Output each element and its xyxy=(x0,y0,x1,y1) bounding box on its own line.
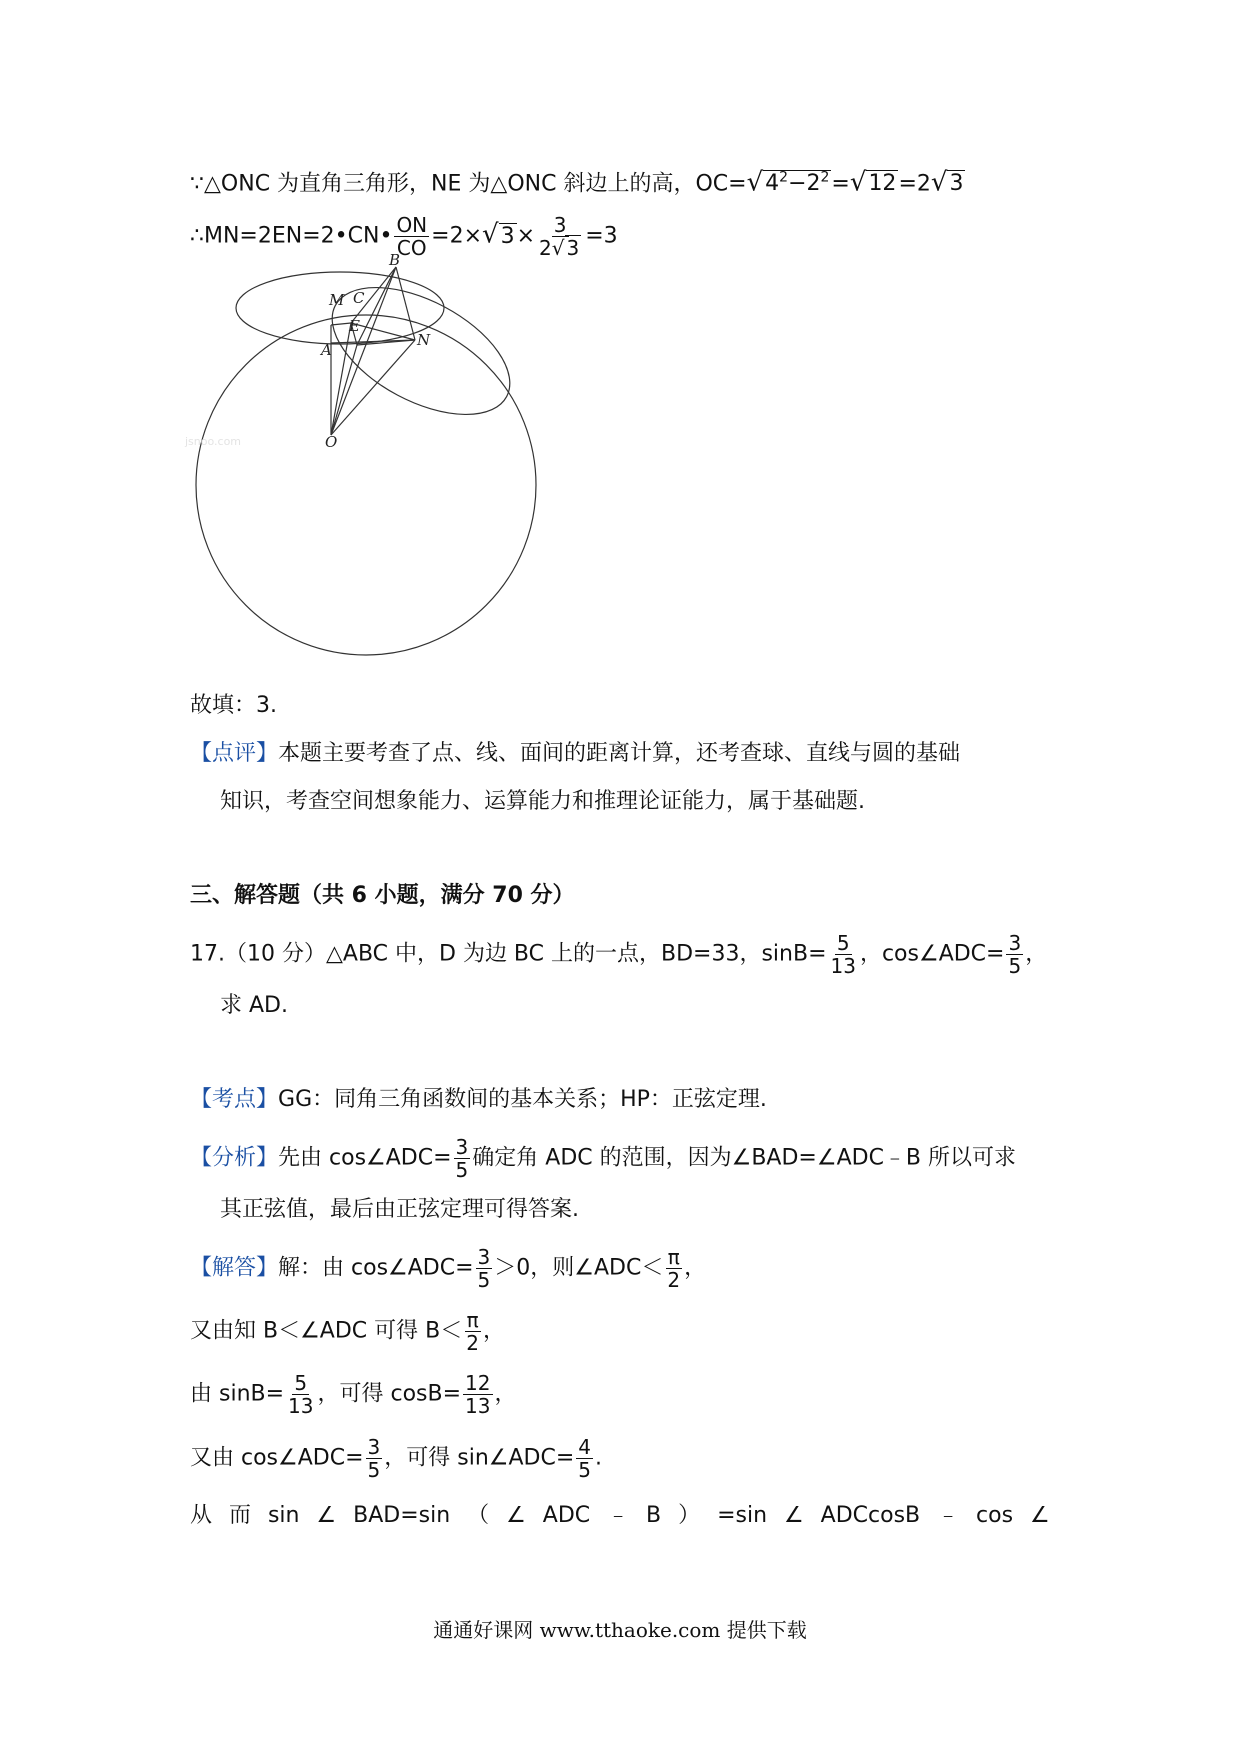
section-heading: 三、解答题（共 6 小题，满分 70 分） xyxy=(190,883,575,908)
step5-part: ） xyxy=(678,1503,701,1528)
text: 先由 cos∠ADC= xyxy=(278,1145,452,1171)
step-3 xyxy=(190,1372,517,1417)
text: ， xyxy=(1025,941,1048,967)
numerator: 4 xyxy=(578,1435,592,1459)
step5-part: ADC xyxy=(542,1503,591,1528)
radicand xyxy=(763,170,831,196)
text: =2× xyxy=(431,223,483,249)
step-4 xyxy=(190,1436,602,1481)
step5-part: cos xyxy=(976,1503,1014,1528)
step5-part: ∠ xyxy=(316,1503,337,1528)
sqrt-symbol: √ xyxy=(930,167,948,198)
fenxi-tag: 【分析】 xyxy=(190,1145,279,1171)
denominator: 13 xyxy=(465,1394,491,1418)
label-c: C xyxy=(353,289,365,307)
line-onc-right-triangle xyxy=(190,162,965,200)
comment-line-1 xyxy=(190,738,960,770)
numerator: π xyxy=(667,1245,680,1269)
fraction xyxy=(286,1372,315,1417)
label-e: E xyxy=(349,317,360,335)
denominator-coef: 2 xyxy=(539,236,552,260)
denominator: 5 xyxy=(578,1458,592,1482)
fraction xyxy=(454,1136,471,1181)
radicand-base: 4 xyxy=(765,171,780,197)
fraction xyxy=(463,1372,492,1417)
step5-part: sin xyxy=(267,1503,300,1528)
text: ， xyxy=(684,1255,707,1281)
denominator: 2 xyxy=(466,1331,479,1355)
fraction xyxy=(537,214,583,259)
step5-part: ADCcosB xyxy=(820,1503,921,1528)
denominator: 5 xyxy=(477,1268,491,1292)
comment-text: 本题主要考查了点、线、面间的距离计算，还考查球、直线与圆的基础 xyxy=(278,741,961,766)
text: ＞0，则∠ADC＜ xyxy=(494,1255,664,1281)
step5-part: ∠ xyxy=(1030,1503,1050,1528)
text: ∵△ONC 为直角三角形，NE 为△ONC 斜边上的高，OC= xyxy=(190,171,747,197)
text: =2 xyxy=(898,171,931,197)
label-b: B xyxy=(389,251,401,269)
radicand: 12 xyxy=(868,171,897,197)
fenxi xyxy=(190,1136,1016,1181)
numerator: 3 xyxy=(1008,931,1022,955)
denominator: 5 xyxy=(367,1458,381,1482)
line-mn-computation xyxy=(190,214,618,259)
step5-part: BAD=sin xyxy=(353,1503,451,1528)
label-n: N xyxy=(417,331,431,349)
numerator: 5 xyxy=(836,931,850,955)
sqrt-symbol: √ xyxy=(746,167,764,198)
radicand-minus: −2 xyxy=(788,171,821,197)
fraction xyxy=(464,1309,481,1354)
small-circle-tilted xyxy=(312,261,530,440)
sphere-geometry-figure xyxy=(185,251,575,675)
fenxi-line-2: 其正弦值，最后由正弦定理可得答案. xyxy=(220,1197,579,1222)
text: 又由 cos∠ADC= xyxy=(190,1445,364,1471)
fraction xyxy=(476,1246,493,1291)
exponent: 2 xyxy=(779,170,789,186)
comment-line-2: 知识，考查空间想象能力、运算能力和推理论证能力，属于基础题. xyxy=(220,789,865,814)
text: 确定角 ADC 的范围，因为∠BAD=∠ADC﹣B 所以可求 xyxy=(472,1145,1017,1171)
sqrt-symbol: √ xyxy=(849,167,867,198)
text: =3 xyxy=(585,223,618,249)
step5-part: ∠ xyxy=(783,1503,804,1528)
text: ， xyxy=(494,1381,517,1407)
numerator: 12 xyxy=(465,1371,491,1395)
text: 由 sinB= xyxy=(190,1381,285,1407)
kaodian-tag: 【考点】 xyxy=(190,1087,279,1112)
kaodian-text: GG：同角三角函数间的基本关系；HP：正弦定理. xyxy=(278,1087,767,1112)
denominator: 13 xyxy=(288,1394,314,1418)
comment-tag: 【点评】 xyxy=(190,741,279,766)
watermark: jsnoo.com xyxy=(185,435,242,448)
numerator: 3 xyxy=(367,1435,381,1459)
jieda xyxy=(190,1246,706,1291)
step5-part: 从 xyxy=(190,1503,213,1528)
numerator: 3 xyxy=(553,213,567,237)
fraction xyxy=(665,1246,682,1291)
text: × xyxy=(516,223,536,249)
denominator: 5 xyxy=(455,1158,469,1182)
text: ，可得 cosB= xyxy=(317,1381,462,1407)
fraction xyxy=(829,932,858,977)
numerator: π xyxy=(466,1308,479,1332)
sphere-outline xyxy=(196,315,536,655)
step-2 xyxy=(190,1309,505,1354)
jieda-tag: 【解答】 xyxy=(190,1255,279,1281)
text: . xyxy=(595,1445,603,1471)
text: ， xyxy=(482,1318,505,1344)
text: ∴MN=2EN=2•CN• xyxy=(190,223,393,249)
sqrt-symbol: √ xyxy=(482,219,499,250)
denominator: 2√ 3 xyxy=(539,236,580,260)
fraction xyxy=(1006,932,1023,977)
denominator: 5 xyxy=(1008,954,1022,978)
answer-fill: 故填：3. xyxy=(190,693,277,718)
text: ，可得 sin∠ADC= xyxy=(384,1445,575,1471)
exponent: 2 xyxy=(820,170,830,186)
numerator: 5 xyxy=(294,1371,308,1395)
text: 又由知 B＜∠ADC 可得 B＜ xyxy=(190,1318,463,1344)
step5-part: ﹣ xyxy=(607,1503,630,1528)
equals: = xyxy=(831,171,850,197)
text: ，cos∠ADC= xyxy=(859,941,1005,967)
step5-part: ∠ xyxy=(506,1503,526,1528)
fraction xyxy=(366,1436,383,1481)
footer: 通通好课网 www.tthaoke.com 提供下载 xyxy=(433,1618,807,1642)
denominator: 2 xyxy=(667,1268,681,1292)
step5-part: ﹣ xyxy=(937,1503,960,1528)
numerator: 3 xyxy=(477,1245,491,1269)
radicand: 3 xyxy=(566,236,580,260)
step5-part: （ xyxy=(467,1503,490,1528)
question-17-line-2: 求 AD. xyxy=(220,993,288,1018)
text: 解：由 cos∠ADC= xyxy=(278,1255,474,1281)
kaodian xyxy=(190,1084,767,1116)
step5-part: B xyxy=(646,1503,662,1528)
text: 17.（10 分）△ABC 中，D 为边 BC 上的一点，BD=33，sinB= xyxy=(190,941,827,967)
label-a: A xyxy=(321,341,332,359)
radicand: 3 xyxy=(949,171,964,197)
step-5 xyxy=(190,1500,1050,1532)
denominator: CO xyxy=(396,236,427,260)
step5-part: 而 xyxy=(228,1503,251,1528)
fraction xyxy=(576,1436,593,1481)
numerator: ON xyxy=(396,213,428,237)
numerator: 3 xyxy=(455,1135,469,1159)
label-o: O xyxy=(325,433,338,451)
radicand: 3 xyxy=(500,223,515,249)
label-m: M xyxy=(329,291,345,309)
step5-part: =sin xyxy=(717,1503,768,1528)
denominator: 13 xyxy=(830,954,856,978)
question-17 xyxy=(190,932,1047,977)
